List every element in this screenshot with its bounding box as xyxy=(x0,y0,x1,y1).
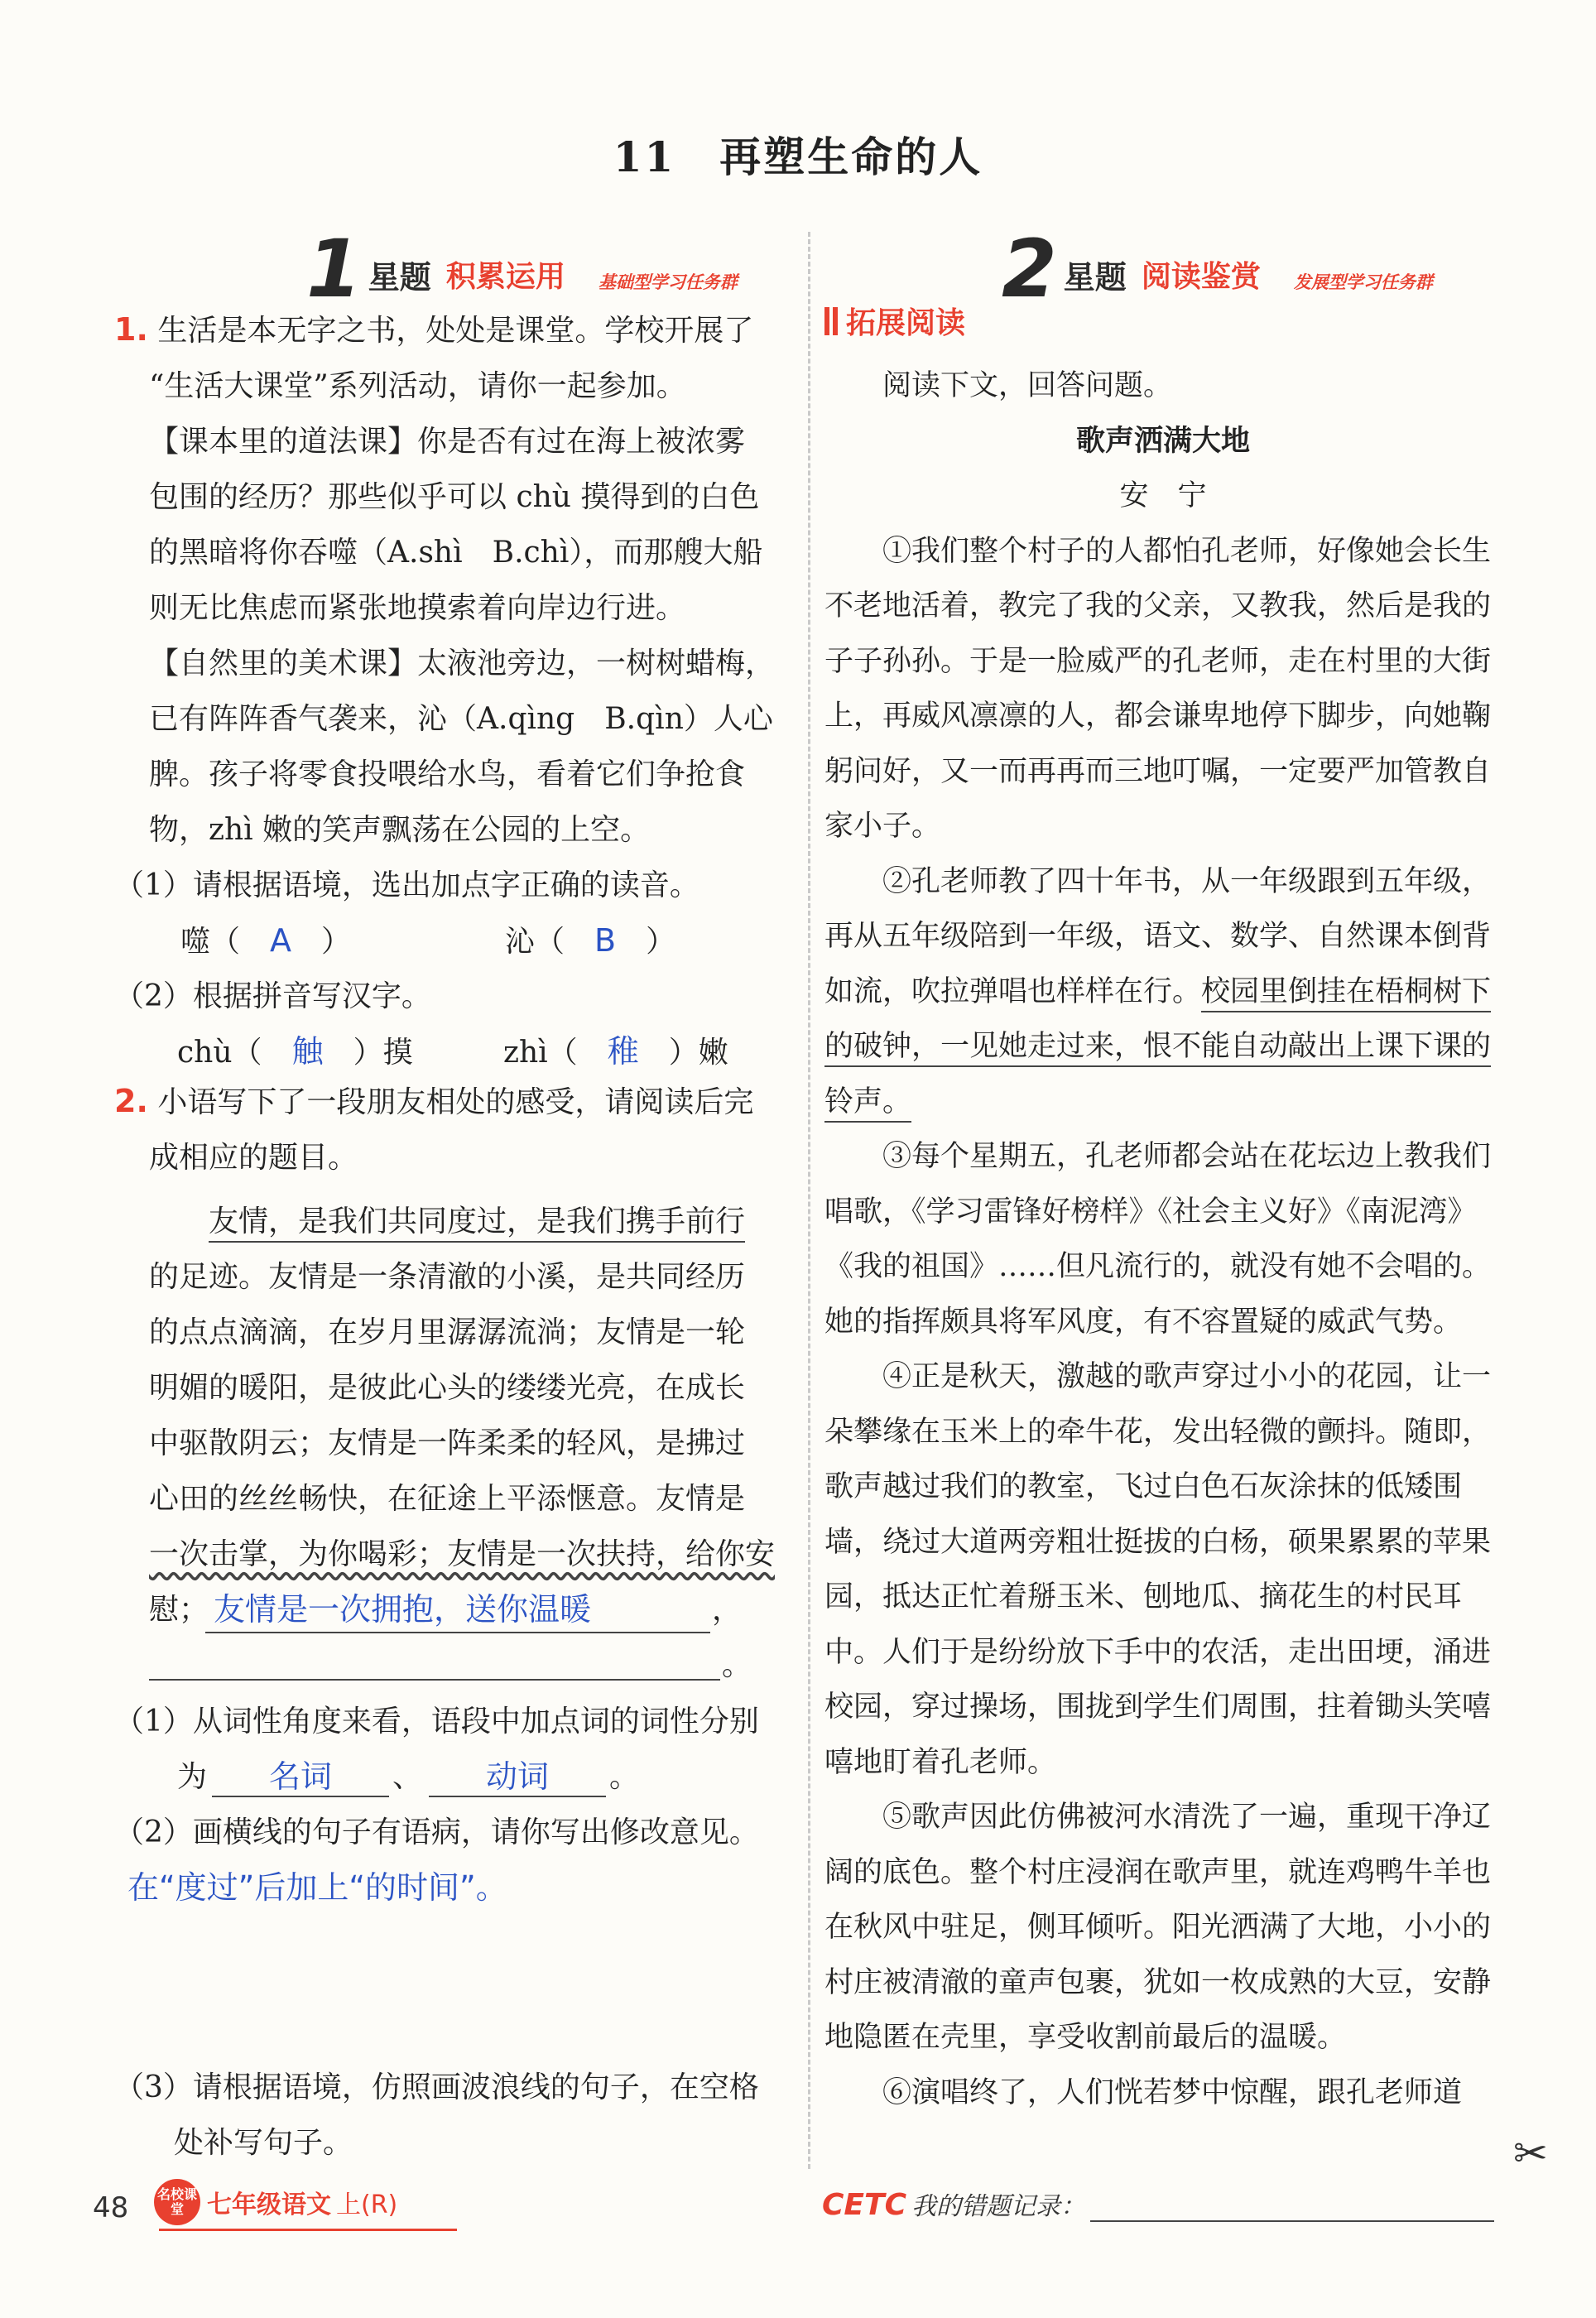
q1-sub1-b-label: 沁（ xyxy=(505,925,565,959)
left-section-name: 积累运用 xyxy=(445,260,565,294)
footer-brand xyxy=(154,2179,397,2225)
q2-sub2-answer: 在“度过”后加上“的时间”。 xyxy=(127,1869,507,1906)
q2-sub1-answer-1: 名词 xyxy=(268,1758,332,1795)
right-section-name: 阅读鉴赏 xyxy=(1141,260,1261,294)
page-title: 11 再塑生命的人 xyxy=(613,132,983,181)
q1-sub1-b-answer: B xyxy=(594,922,617,959)
grade-label: 七年级语文 xyxy=(207,2191,331,2219)
q1-intro-line-1 xyxy=(114,302,793,358)
reading-instruction: 阅读下文，回答问题。 xyxy=(882,369,1173,402)
q2-blank-2[interactable] xyxy=(149,1638,720,1681)
ext-reading-heading xyxy=(824,300,965,342)
q2-subquestions xyxy=(114,1694,793,1916)
q2-passage-line: 的足迹。友情是一条清澈的小溪，是共同经历 xyxy=(149,1260,746,1294)
q2-passage-line: 心田的丝丝畅快，在征途上平添惬意。友情是 xyxy=(149,1482,746,1516)
q1-sub1-b xyxy=(505,913,675,969)
q1-intro-line-2: “生活大课堂”系列活动，请你一起参加。 xyxy=(149,369,686,403)
q1-sub1-a-label: 噬（ xyxy=(180,925,241,959)
mistake-label: 我的错题记录： xyxy=(911,2192,1085,2221)
article-paragraph-2 xyxy=(824,854,1502,1130)
q2-sub2-prompt: （2）画横线的句子有语病，请你写出修改意见。 xyxy=(114,1815,759,1849)
question-1 xyxy=(114,302,793,1080)
ext-reading-title: 拓展阅读 xyxy=(846,306,966,340)
q1-p2-line: 物，zhì 嫩的笑声飘荡在公园的上空。 xyxy=(149,813,651,847)
q2-passage-line-wavy: 一次击掌，为你喝彩；友情是一次扶持，给你安 xyxy=(149,1537,776,1571)
q1-p1-line: 包围的经历？那些似乎可以 chù 摸得到的白色 xyxy=(149,480,760,514)
article-paragraph-2-text: ②孔老师教了四十年书，从一年级跟到五年级，再从五年级陪到一年级，语文、数学、自然课本倒背如流，吹拉弹唱也样样在行。 xyxy=(824,864,1492,1008)
q1-sub2-a-label: chù（ xyxy=(177,1036,262,1070)
q1-sub1-a xyxy=(180,913,351,969)
q1-sub2-prompt: （2）根据拼音写汉字。 xyxy=(114,979,431,1013)
q2-blank-period: 。 xyxy=(722,1648,752,1682)
q1-sub1-a-answer: A xyxy=(270,922,292,959)
heading-bar-icon xyxy=(833,307,838,335)
left-section-group: 基础型学习任务群 xyxy=(598,272,738,292)
right-star-number: 2 xyxy=(1002,223,1057,315)
q1-p1-line: 则无比焦虑而紧张地摸索着向岸边行进。 xyxy=(149,591,686,625)
q1-p2-line: 【自然里的美术课】太液池旁边，一树树蜡梅， xyxy=(149,647,776,680)
cetc-logo: CETC xyxy=(822,2188,906,2222)
article-body xyxy=(824,524,1502,2121)
q1-sub2-a xyxy=(177,1024,413,1080)
article-paragraph-6: ⑥演唱终了，人们恍若梦中惊醒，跟孔老师道 xyxy=(882,2075,1463,2109)
q2-fill-blank[interactable] xyxy=(205,1582,710,1633)
q1-paragraph-2 xyxy=(114,636,793,858)
q1-sub1-prompt: （1）请根据语境，选出加点字正确的读音。 xyxy=(114,868,699,902)
article-title: 歌声洒满大地 xyxy=(1075,424,1250,458)
article-paragraph-3: ③每个星期五，孔老师都会站在花坛边上教我们唱歌，《学习雷锋好榜样》《社会主义好》《南泥湾》《我的祖国》……但凡流行的，就没有她不会唱的。她的指挥颇具将军风度，有不容置疑的威武气势。 xyxy=(824,1140,1492,1339)
q2-sub1-line-2 xyxy=(114,1749,793,1805)
q2-passage-line: 慰； xyxy=(149,1593,209,1627)
footer-accent-line xyxy=(159,2229,457,2231)
q2-sub1-blank-1[interactable] xyxy=(212,1749,389,1797)
q1-number: 1. xyxy=(114,311,148,348)
q1-p2-line: 脾。孩子将零食投喂给水鸟，看着它们争抢食 xyxy=(149,757,746,791)
article-paragraph-5: ⑤歌声因此仿佛被河水清洗了一遍，重现干净辽阔的底色。整个村庄浸润在歌声里，就连鸡鸭牛羊也在秋风中驻足，侧耳倾听。阳光洒满了大地，小小的村庄被清澈的童声包裹，犹如一枚成熟的大豆，安静地隐匿在壳里，享受收割前最后的温暖。 xyxy=(824,1801,1492,2054)
q2-sub1-prefix: 为 xyxy=(177,1760,208,1794)
heading-bar-icon xyxy=(824,307,829,335)
q2-passage-line: 友情，是我们共同度过，是我们携手前行 xyxy=(209,1205,746,1238)
q1-p1-line: 的黑暗将你吞噬（A.shì B.chì），而那艘大船 xyxy=(149,536,763,570)
left-star-label: 星题 xyxy=(368,259,431,296)
q2-passage-line: 的点点滴滴，在岁月里潺潺流淌；友情是一轮 xyxy=(149,1315,746,1349)
q2-sub1-sep: 、 xyxy=(392,1760,423,1794)
q1-sub2-answers xyxy=(114,1024,793,1080)
q2-passage xyxy=(114,1194,793,1693)
q1-paragraph-1 xyxy=(114,414,793,636)
mistake-record xyxy=(822,2186,1494,2222)
paren-close: ） xyxy=(321,925,352,959)
article-paragraph-4: ④正是秋天，激越的歌声穿过小小的花园，让一朵攀缘在玉米上的牵牛花，发出轻微的颤抖。随即，歌声越过我们的教室，飞过白色石灰涂抹的低矮围墙，绕过大道两旁粗壮挺拔的白杨，硕果累累的苹果园，抵达正忙着掰玉米、刨地瓜、摘花生的村民耳中。人们于是纷纷放下手中的农活，走出田埂，涌进校园，穿过操场，围拢到学生们周围，拄着锄头笑嘻嘻地盯着孔老师。 xyxy=(824,1360,1492,1779)
q2-number: 2. xyxy=(114,1083,148,1119)
q1-sub2-b xyxy=(503,1024,728,1080)
q1-sub2-b-after: ）嫩 xyxy=(668,1036,728,1070)
q1-p1-line: 【课本里的道法课】你是否有过在海上被浓雾 xyxy=(149,425,746,459)
q1-sub2-b-answer: 稚 xyxy=(607,1033,639,1070)
q2-sub1-line-1: （1）从词性角度来看，语段中加点词的词性分别 xyxy=(114,1705,759,1738)
q1-sub2-a-after: ）摸 xyxy=(353,1036,413,1070)
q2-intro-line-2: 成相应的题目。 xyxy=(149,1141,358,1175)
q1-sub2-b-label: zhì（ xyxy=(503,1036,578,1070)
q2-sub3 xyxy=(114,2060,793,2171)
q2-fill-line xyxy=(149,1582,793,1638)
q2-passage-line: 中驱散阴云；友情是一阵柔柔的轻风，是拂过 xyxy=(149,1426,746,1460)
question-2 xyxy=(114,1074,793,1693)
q2-intro-line-1 xyxy=(114,1074,793,1130)
right-star-label: 星题 xyxy=(1063,259,1127,296)
q1-sub2-a-answer: 触 xyxy=(291,1033,324,1070)
article-paragraph-2-underlined: 校园里倒挂在梧桐树下的破钟，一见她走过来，恨不能自动敲出上课下课的铃声。 xyxy=(824,974,1492,1118)
column-divider xyxy=(808,232,810,2169)
q2-fill-answer: 友情是一次拥抱，送你温暖 xyxy=(214,1591,592,1628)
mistake-blank[interactable] xyxy=(1090,2191,1494,2222)
reading-passage xyxy=(824,358,1502,2120)
article-author: 安 宁 xyxy=(1119,479,1207,512)
left-star-number: 1 xyxy=(306,223,362,315)
right-section-group: 发展型学习任务群 xyxy=(1293,272,1433,292)
q2-sub1-blank-2[interactable] xyxy=(429,1749,606,1797)
q1-intro-1: 生活是本无字之书，处处是课堂。学校开展了 xyxy=(157,314,754,348)
q2-sub1-end: 。 xyxy=(609,1760,640,1794)
page-number: 48 xyxy=(93,2191,129,2224)
q1-sub1-answers xyxy=(114,913,793,969)
q2-passage-line: 明媚的暖阳，是彼此心头的缕缕光亮，在成长 xyxy=(149,1371,746,1405)
paren-close: ） xyxy=(646,925,676,959)
q2-blank-line xyxy=(149,1638,793,1693)
grade-sub-label: 上(R) xyxy=(336,2191,398,2219)
article-paragraph-1: ①我们整个村子的人都怕孔老师，好像她会长生不老地活着，教完了我的父亲，又教我，然后是我的子子孙孙。于是一脸威严的孔老师，走在村里的大街上，再威风凛凛的人，都会谦卑地停下脚步，向她鞠躬问好，又一而再再而三地叮嘱，一定要严加管教自家小子。 xyxy=(824,534,1492,843)
right-section-header xyxy=(1002,223,1433,315)
q2-sub3-line-2: 处补写句子。 xyxy=(174,2126,353,2160)
left-section-header xyxy=(306,223,738,315)
q2-sub1-answer-2: 动词 xyxy=(485,1758,549,1795)
q1-p2-line: 已有阵阵香气袭来，沁（A.qìng B.qìn）人心 xyxy=(149,702,773,736)
q2-intro-1: 小语写下了一段朋友相处的感受，请阅读后完 xyxy=(157,1085,754,1119)
q2-fill-comma: ， xyxy=(712,1593,743,1627)
q2-sub3-line-1: （3）请根据语境，仿照画波浪线的句子，在空格 xyxy=(114,2070,759,2104)
scissors-icon: ✂ xyxy=(1513,2129,1548,2177)
brand-badge: 名校课堂 xyxy=(154,2179,200,2225)
